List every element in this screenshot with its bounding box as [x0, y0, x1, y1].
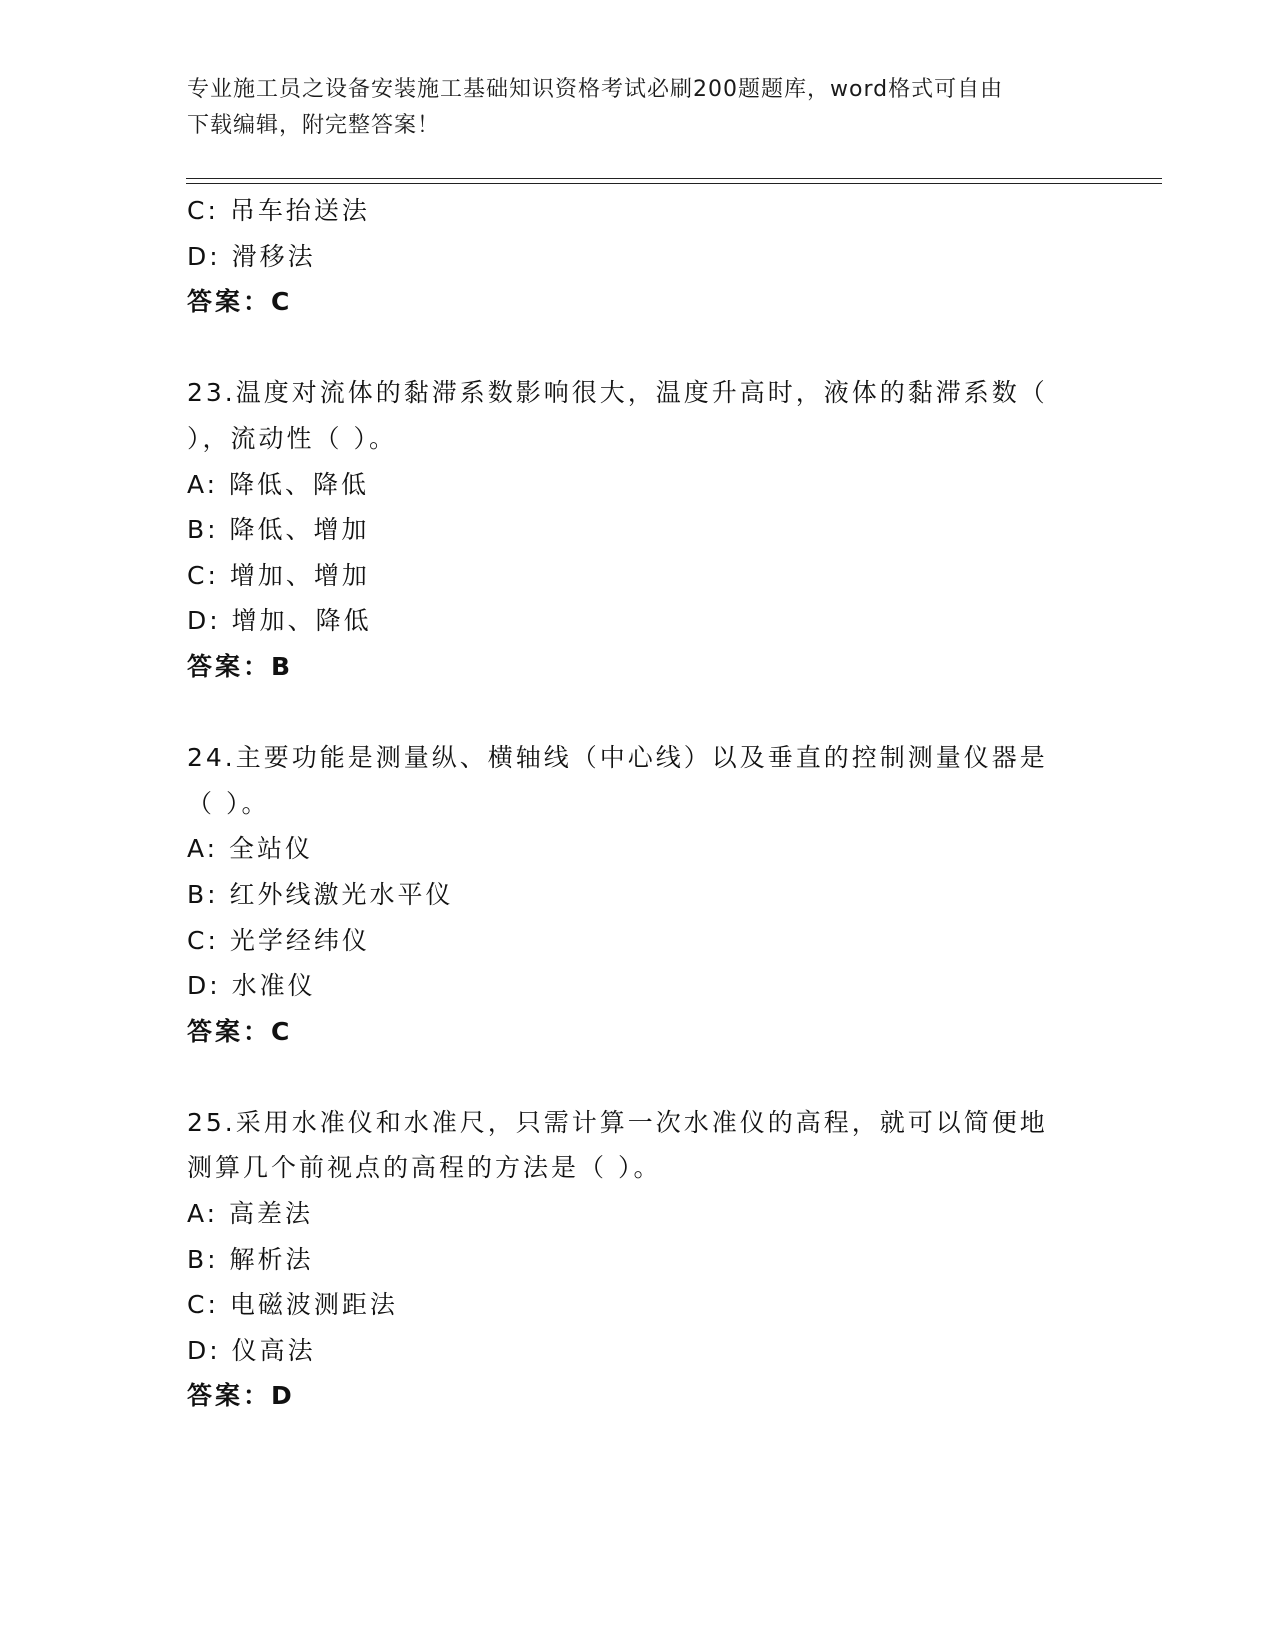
- question-stem-line-1: 25.采用水准仪和水准尺，只需计算一次水准仪的高程，就可以简便地: [187, 1107, 1048, 1137]
- option-c: C: 增加、增加: [187, 560, 370, 590]
- question-stem-line-2: （ ）。: [187, 788, 270, 818]
- question-23: [187, 370, 1087, 689]
- answer: 答案：C: [187, 287, 293, 317]
- option-c: C: 电磁波测距法: [187, 1290, 398, 1320]
- answer: 答案：B: [187, 651, 294, 681]
- question-22-tail: [187, 188, 1087, 325]
- question-stem-line-1: 24.主要功能是测量纵、横轴线（中心线）以及垂直的控制测量仪器是: [187, 743, 1048, 773]
- option-b: B: 降低、增加: [187, 515, 370, 545]
- option-a: A: 全站仪: [187, 834, 314, 864]
- option-a: A: 降低、降低: [187, 469, 370, 499]
- option-a: A: 高差法: [187, 1199, 314, 1229]
- question-24: [187, 735, 1087, 1054]
- header-line-2: 下载编辑，附完整答案！: [187, 113, 441, 138]
- question-stem-line-2: ），流动性（ ）。: [187, 423, 397, 453]
- option-b: B: 红外线激光水平仪: [187, 879, 454, 909]
- question-stem-line-1: 23.温度对流体的黏滞系数影响很大，温度升高时，液体的黏滞系数（: [187, 378, 1048, 408]
- header-line-1: 专业施工员之设备安装施工基础知识资格考试必刷200题题库，word格式可自由: [187, 77, 1004, 102]
- option-d: D: 仪高法: [187, 1335, 316, 1365]
- option-c: C: 光学经纬仪: [187, 925, 370, 955]
- option-c: C: 吊车抬送法: [187, 196, 370, 225]
- option-b: B: 解析法: [187, 1244, 314, 1274]
- answer: 答案：D: [187, 1381, 295, 1411]
- option-d: D: 滑移法: [187, 241, 316, 271]
- question-list: [187, 188, 1087, 1419]
- header-rule-top: [186, 178, 1162, 179]
- question-stem-line-2: 测算几个前视点的高程的方法是（ ）。: [187, 1153, 662, 1183]
- spacer: [187, 1054, 1087, 1100]
- header-rule-bottom: [186, 183, 1162, 184]
- spacer: [187, 690, 1087, 736]
- spacer: [187, 325, 1087, 371]
- question-25: [187, 1100, 1087, 1419]
- option-d: D: 增加、降低: [187, 606, 372, 636]
- answer: 答案：C: [187, 1016, 293, 1046]
- option-d: D: 水准仪: [187, 971, 316, 1001]
- document-header: [187, 72, 1087, 144]
